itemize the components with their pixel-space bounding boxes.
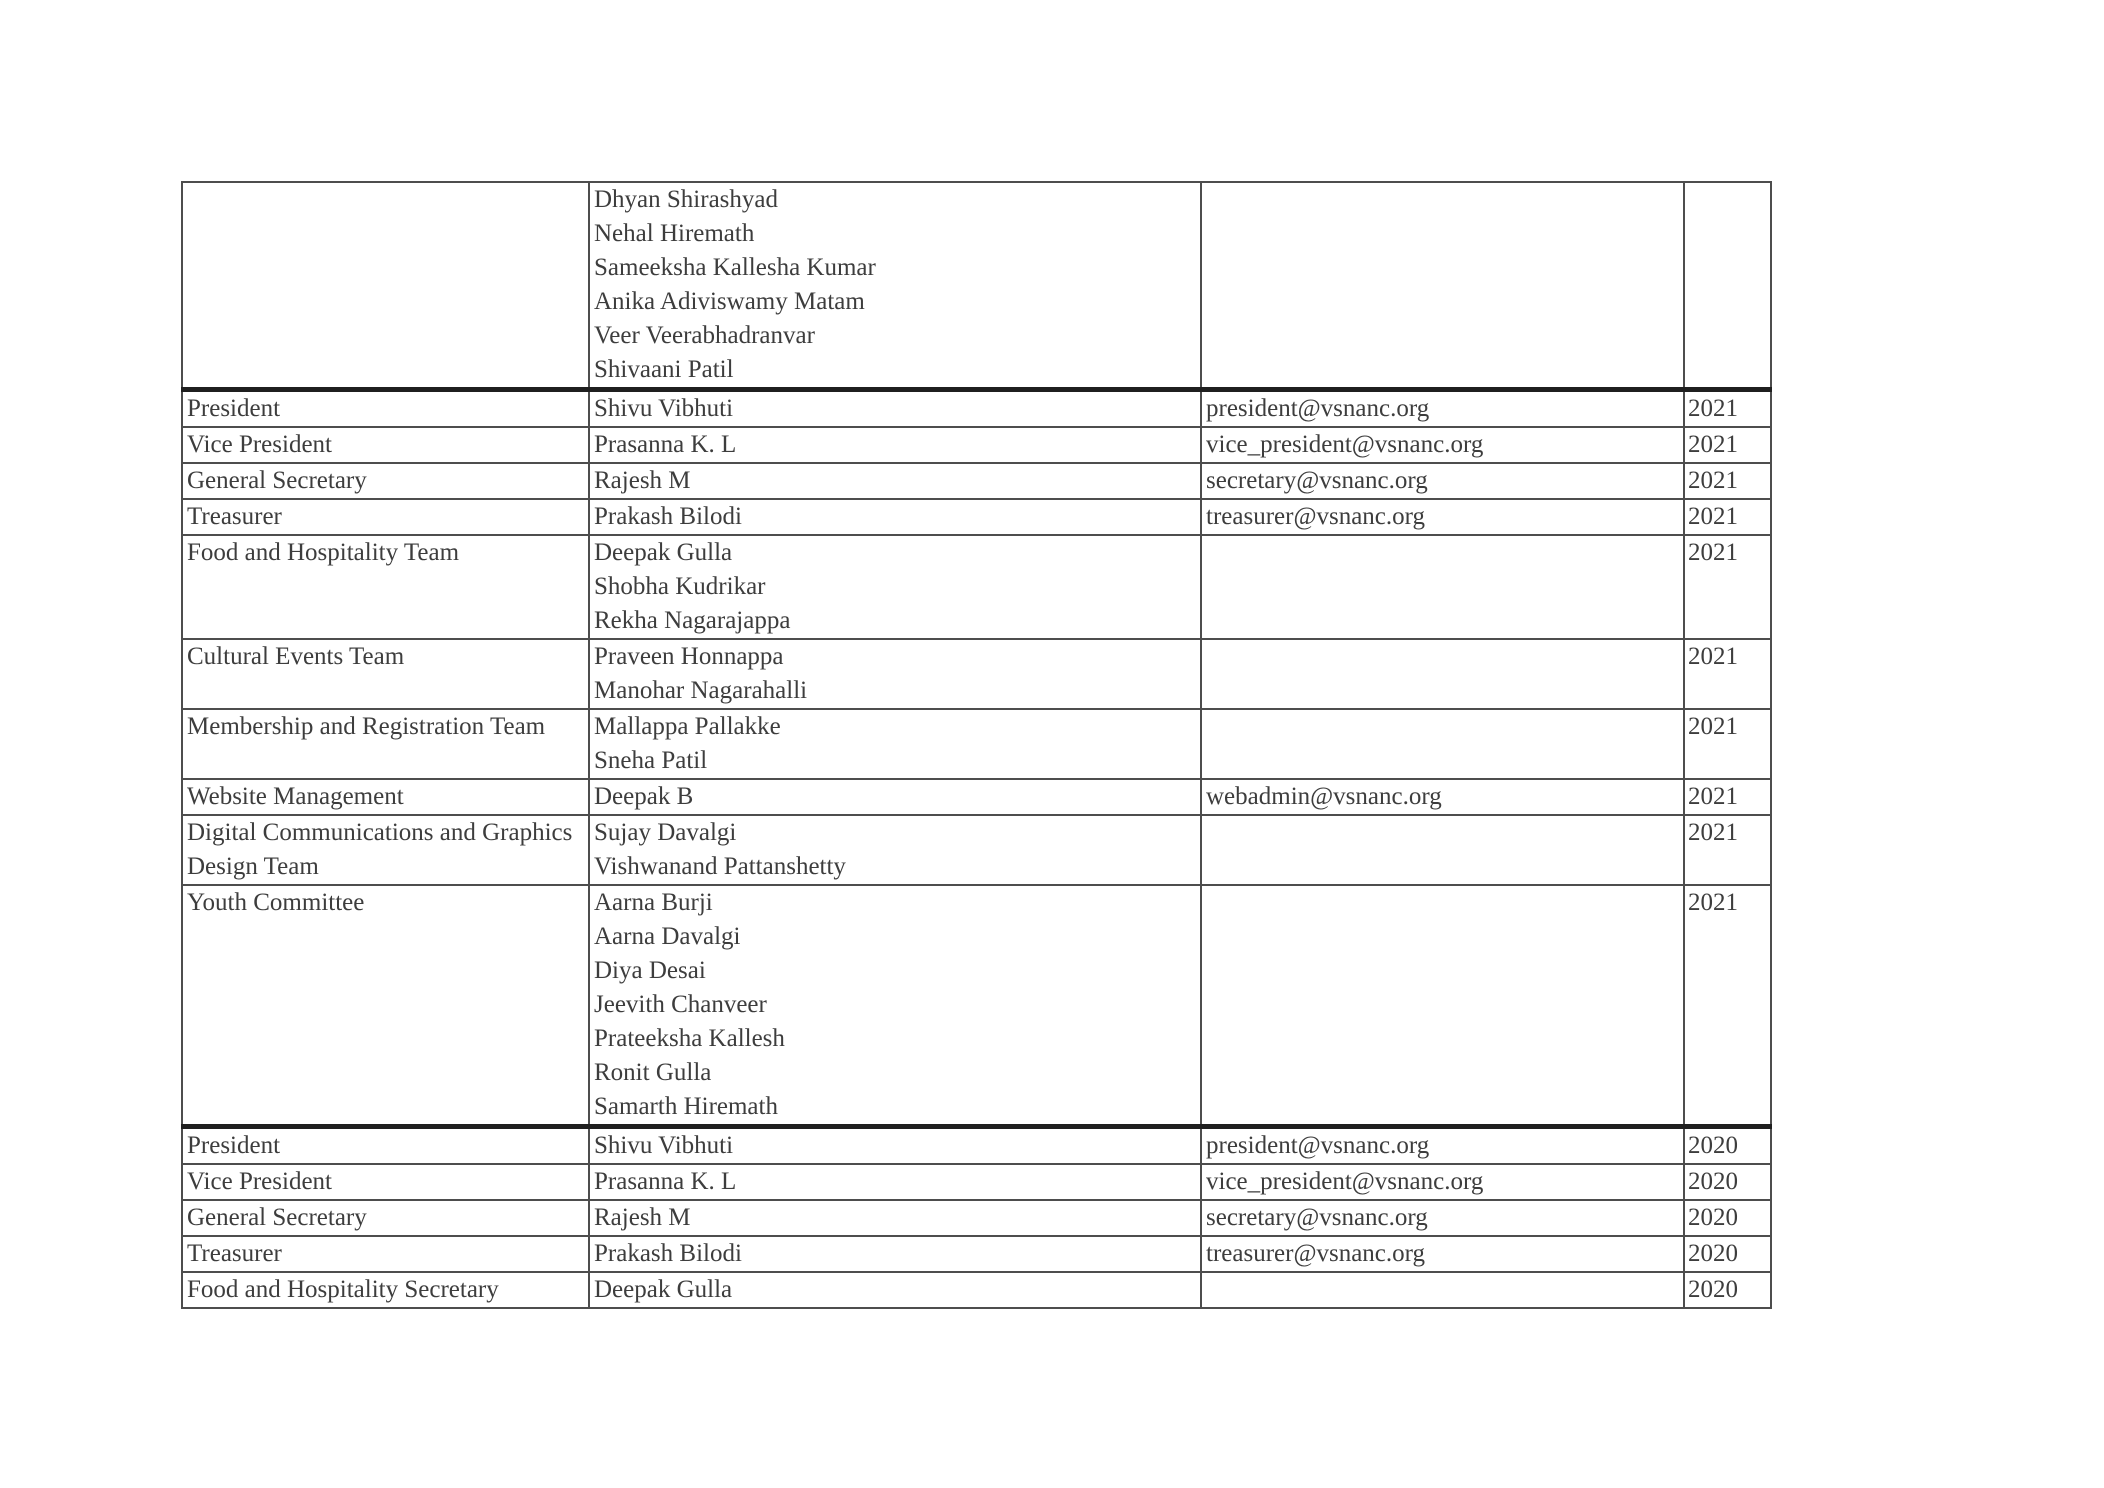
role-cell: Food and Hospitality Team	[182, 535, 589, 639]
member-name: Aarna Davalgi	[594, 923, 741, 950]
table-row	[182, 1272, 1771, 1308]
role-cell: Digital Communications and Graphics Design Team	[182, 815, 589, 885]
names-cell	[589, 1272, 1201, 1308]
email-cell	[1201, 885, 1684, 1127]
names-cell	[589, 1236, 1201, 1272]
year-cell: 2021	[1684, 639, 1771, 709]
member-name: Aarna Burji	[594, 889, 713, 916]
table-row	[182, 499, 1771, 535]
table-row	[182, 885, 1771, 1127]
member-name: Rajesh M	[594, 1204, 691, 1231]
email-cell: treasurer@vsnanc.org	[1201, 499, 1684, 535]
email-cell	[1201, 535, 1684, 639]
table-row	[182, 1127, 1771, 1165]
role-cell: Vice President	[182, 427, 589, 463]
role-cell: Treasurer	[182, 1236, 589, 1272]
email-cell: vice_president@vsnanc.org	[1201, 1164, 1684, 1200]
member-name: Praveen Honnappa	[594, 643, 784, 670]
role-cell: Vice President	[182, 1164, 589, 1200]
names-cell	[589, 182, 1201, 390]
member-name: Shivaani Patil	[594, 356, 734, 383]
names-cell	[589, 499, 1201, 535]
member-name: Sujay Davalgi	[594, 819, 737, 846]
member-name: Rekha Nagarajappa	[594, 607, 791, 634]
role-cell: Food and Hospitality Secretary	[182, 1272, 589, 1308]
table-row	[182, 535, 1771, 639]
table-row	[182, 709, 1771, 779]
names-cell	[589, 1127, 1201, 1165]
role-cell: Treasurer	[182, 499, 589, 535]
member-name: Prasanna K. L	[594, 1168, 737, 1195]
member-name: Diya Desai	[594, 957, 706, 984]
member-name: Shobha Kudrikar	[594, 573, 766, 600]
table-row	[182, 815, 1771, 885]
table-row	[182, 1200, 1771, 1236]
year-cell: 2021	[1684, 815, 1771, 885]
member-name: Deepak B	[594, 783, 694, 810]
names-cell	[589, 815, 1201, 885]
year-cell: 2020	[1684, 1164, 1771, 1200]
role-cell	[182, 182, 589, 390]
table-row	[182, 463, 1771, 499]
member-name: Manohar Nagarahalli	[594, 677, 808, 704]
year-cell: 2021	[1684, 390, 1771, 428]
committee-roster-table	[181, 181, 1772, 1309]
table-row	[182, 182, 1771, 390]
member-name: Sameeksha Kallesha Kumar	[594, 254, 876, 281]
names-cell	[589, 390, 1201, 428]
role-cell: Website Management	[182, 779, 589, 815]
member-name: Rajesh M	[594, 467, 691, 494]
year-cell: 2020	[1684, 1200, 1771, 1236]
names-cell	[589, 885, 1201, 1127]
names-cell	[589, 427, 1201, 463]
member-name: Shivu Vibhuti	[594, 395, 734, 422]
member-name: Prasanna K. L	[594, 431, 737, 458]
role-cell: General Secretary	[182, 463, 589, 499]
table-row	[182, 390, 1771, 428]
names-cell	[589, 1164, 1201, 1200]
year-cell: 2021	[1684, 499, 1771, 535]
role-cell: Membership and Registration Team	[182, 709, 589, 779]
year-cell	[1684, 182, 1771, 390]
email-cell: vice_president@vsnanc.org	[1201, 427, 1684, 463]
table-row	[182, 639, 1771, 709]
role-cell: Cultural Events Team	[182, 639, 589, 709]
table-row	[182, 779, 1771, 815]
year-cell: 2021	[1684, 885, 1771, 1127]
email-cell: president@vsnanc.org	[1201, 1127, 1684, 1165]
member-name: Deepak Gulla	[594, 1276, 733, 1303]
email-cell	[1201, 1272, 1684, 1308]
member-name: Prakash Bilodi	[594, 1240, 742, 1267]
member-name: Vishwanand Pattanshetty	[594, 853, 846, 880]
member-name: Sneha Patil	[594, 747, 708, 774]
email-cell	[1201, 709, 1684, 779]
member-name: Jeevith Chanveer	[594, 991, 767, 1018]
year-cell: 2021	[1684, 427, 1771, 463]
member-name: Nehal Hiremath	[594, 220, 755, 247]
year-cell: 2021	[1684, 463, 1771, 499]
email-cell	[1201, 639, 1684, 709]
year-cell: 2020	[1684, 1236, 1771, 1272]
role-cell: President	[182, 1127, 589, 1165]
year-cell: 2020	[1684, 1272, 1771, 1308]
table-row	[182, 1164, 1771, 1200]
email-cell: treasurer@vsnanc.org	[1201, 1236, 1684, 1272]
member-name: Prateeksha Kallesh	[594, 1025, 785, 1052]
names-cell	[589, 709, 1201, 779]
table-row	[182, 427, 1771, 463]
email-cell: secretary@vsnanc.org	[1201, 1200, 1684, 1236]
member-name: Samarth Hiremath	[594, 1093, 778, 1120]
member-name: Shivu Vibhuti	[594, 1132, 734, 1159]
email-cell: secretary@vsnanc.org	[1201, 463, 1684, 499]
email-cell: president@vsnanc.org	[1201, 390, 1684, 428]
role-cell: Youth Committee	[182, 885, 589, 1127]
year-cell: 2021	[1684, 535, 1771, 639]
year-cell: 2021	[1684, 709, 1771, 779]
role-cell: General Secretary	[182, 1200, 589, 1236]
year-cell: 2021	[1684, 779, 1771, 815]
table-row	[182, 1236, 1771, 1272]
names-cell	[589, 535, 1201, 639]
member-name: Anika Adiviswamy Matam	[594, 288, 865, 315]
year-cell: 2020	[1684, 1127, 1771, 1165]
email-cell: webadmin@vsnanc.org	[1201, 779, 1684, 815]
names-cell	[589, 639, 1201, 709]
email-cell	[1201, 182, 1684, 390]
member-name: Ronit Gulla	[594, 1059, 712, 1086]
member-name: Prakash Bilodi	[594, 503, 742, 530]
member-name: Veer Veerabhadranvar	[594, 322, 815, 349]
role-cell: President	[182, 390, 589, 428]
names-cell	[589, 779, 1201, 815]
names-cell	[589, 463, 1201, 499]
member-name: Mallappa Pallakke	[594, 713, 781, 740]
member-name: Dhyan Shirashyad	[594, 186, 778, 213]
email-cell	[1201, 815, 1684, 885]
names-cell	[589, 1200, 1201, 1236]
member-name: Deepak Gulla	[594, 539, 733, 566]
